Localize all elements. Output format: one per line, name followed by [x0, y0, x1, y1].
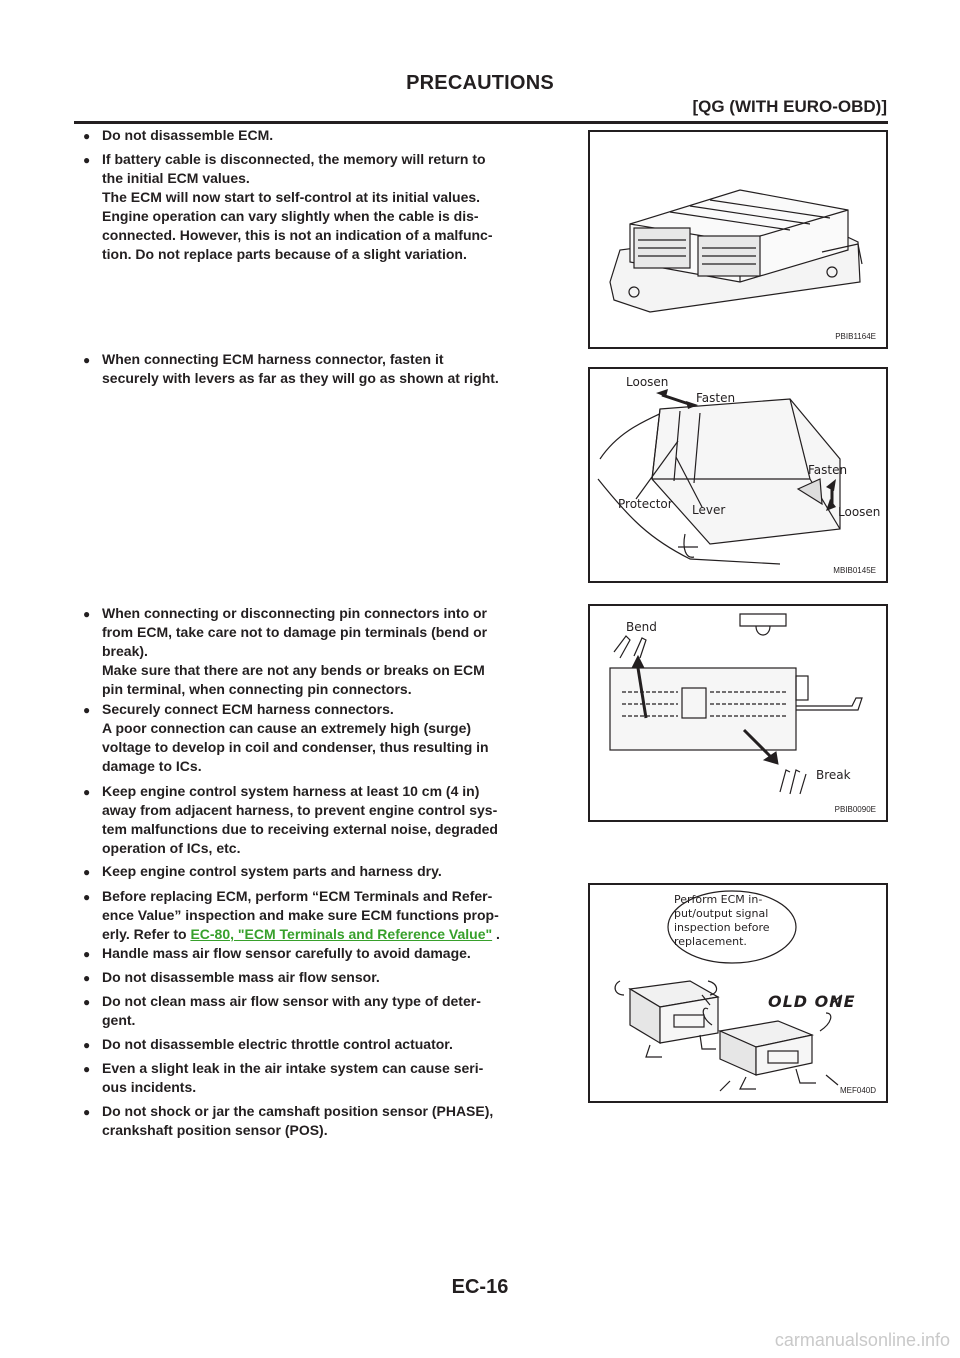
bullet-line: break).: [102, 643, 148, 659]
figure-ecm-unit: [588, 130, 888, 349]
header-rule: [74, 121, 888, 124]
label-fasten-right: Fasten: [808, 463, 848, 477]
bullet-line: Handle mass air flow sensor carefully to avoid damage.: [102, 945, 471, 961]
page-number: EC-16: [451, 1276, 509, 1298]
bullet-icon: ●: [83, 153, 91, 167]
figure-code: MEF040D: [839, 1086, 876, 1095]
bullet-icon: ●: [83, 947, 91, 961]
bullet-line: When connecting or disconnecting pin connectors into or: [102, 605, 488, 621]
bullet-item: [83, 350, 562, 388]
bullet-line: connected. However, this is not an indication of a malfunc-: [102, 227, 493, 243]
bullet-line: tion. Do not replace parts because of a slight variation.: [102, 246, 467, 262]
label-protector: Protector: [618, 497, 673, 511]
bullet-icon: ●: [83, 129, 91, 143]
bullet-item: [83, 992, 562, 1030]
section-tag: [QG (WITH EURO-OBD)]: [692, 97, 887, 116]
bullet-line: A poor connection can cause an extremely high (surge): [102, 720, 472, 736]
bubble-line: inspection before: [674, 921, 770, 934]
bullet-icon: ●: [83, 703, 91, 717]
bullet-line: tem malfunctions due to receiving external noise, degraded: [102, 821, 498, 837]
bullet-line: crankshaft position sensor (POS).: [102, 1122, 328, 1138]
bullet-item: [83, 150, 562, 264]
bullet-icon: ●: [83, 607, 91, 621]
footer-site-watermark: carmanualsonline.info: [774, 1330, 950, 1350]
bullet-line: Do not clean mass air flow sensor with any type of deter-: [102, 993, 481, 1009]
label-loosen-top: Loosen: [626, 375, 669, 389]
bullet-line: Make sure that there are not any bends or breaks on ECM: [102, 662, 485, 678]
bullet-line: from ECM, take care not to damage pin terminals (bend or: [102, 624, 488, 640]
label-lever: Lever: [692, 503, 726, 517]
bullet-line: securely with levers as far as they will go as shown at right.: [102, 370, 499, 386]
bullet-icon: ●: [83, 1062, 91, 1076]
bubble-line: replacement.: [674, 935, 747, 948]
refer-text: erly. Refer to: [102, 926, 191, 942]
bullet-line: The ECM will now start to self-control at its initial values.: [102, 189, 481, 205]
label-break: Break: [816, 768, 851, 782]
bullet-line: When connecting ECM harness connector, fasten it: [102, 351, 444, 367]
bullet-icon: ●: [83, 971, 91, 985]
bullet-line: Do not disassemble electric throttle control actuator.: [102, 1036, 453, 1052]
bullet-line: Even a slight leak in the air intake system can cause seri-: [102, 1060, 484, 1076]
bullet-line: Keep engine control system harness at least 10 cm (4 in): [102, 783, 480, 799]
bullet-icon: ●: [83, 995, 91, 1009]
bullet-line: the initial ECM values.: [102, 170, 250, 186]
bullet-line: gent.: [102, 1012, 136, 1028]
bullet-icon: ●: [83, 1105, 91, 1119]
figure-pin-terminals: [588, 604, 888, 822]
bullet-line: Do not shock or jar the camshaft position sensor (PHASE),: [102, 1103, 494, 1119]
bullet-icon: ●: [83, 1038, 91, 1052]
bullet-line: voltage to develop in coil and condenser, thus resulting in: [102, 739, 489, 755]
bullet-item: [83, 968, 562, 987]
figure-code: MBIB0145E: [833, 566, 876, 575]
label-loosen-right: Loosen: [838, 505, 881, 519]
bullet-item: [83, 700, 562, 776]
bullet-item: [83, 944, 562, 963]
bullet-line: pin terminal, when connecting pin connectors.: [102, 681, 412, 697]
bullet-line: away from adjacent harness, to prevent engine control sys-: [102, 802, 498, 818]
bullet-line: Before replacing ECM, perform “ECM Terminals and Refer-: [102, 888, 493, 904]
bullet-line: Do not disassemble ECM.: [102, 127, 274, 143]
bullet-item: [83, 604, 562, 699]
figure-code: PBIB0090E: [834, 805, 876, 814]
bullet-line: ence Value” inspection and make sure ECM functions prop-: [102, 907, 499, 923]
bullet-line: Do not disassemble mass air flow sensor.: [102, 969, 380, 985]
figure-ecm-inspection: [588, 883, 888, 1103]
bullet-line: operation of ICs, etc.: [102, 840, 241, 856]
speech-bubble: [674, 893, 786, 949]
ecm-unit-drawing: [590, 132, 886, 347]
bullet-line: If battery cable is disconnected, the memory will return to: [102, 151, 486, 167]
bullet-icon: ●: [83, 890, 91, 904]
bullet-icon: ●: [83, 353, 91, 367]
bullet-item: [83, 1102, 562, 1140]
bullet-line: damage to ICs.: [102, 758, 202, 774]
page-title: PRECAUTIONS: [406, 72, 554, 94]
bullet-item: [83, 1059, 562, 1097]
label-bend: Bend: [626, 620, 657, 634]
bullet-line: Securely connect ECM harness connectors.: [102, 701, 394, 717]
bullet-line: ous incidents.: [102, 1079, 197, 1095]
bullet-line: Engine operation can vary slightly when the cable is dis-: [102, 208, 479, 224]
ecm-terminals-link[interactable]: EC-80, "ECM Terminals and Reference Value": [190, 926, 493, 942]
figure-connector-fasten: [588, 367, 888, 583]
bullet-item: [83, 782, 562, 858]
bullet-line: [102, 925, 562, 944]
bullet-item: [83, 1035, 562, 1054]
figure-code: PBIB1164E: [835, 332, 876, 341]
bullet-line: Keep engine control system parts and harness dry.: [102, 863, 442, 879]
old-one-label: OLD ONE: [768, 992, 856, 1011]
bullet-icon: ●: [83, 865, 91, 879]
refer-suffix: .: [492, 926, 500, 942]
bubble-line: put/output signal: [674, 907, 769, 920]
bullet-item: [83, 887, 562, 944]
bullet-item: [83, 862, 562, 881]
label-fasten-top: Fasten: [696, 391, 736, 405]
bubble-line: Perform ECM in-: [674, 893, 763, 906]
pin-terminals-drawing: [590, 606, 886, 820]
bullet-item: [83, 126, 562, 145]
bullet-icon: ●: [83, 785, 91, 799]
